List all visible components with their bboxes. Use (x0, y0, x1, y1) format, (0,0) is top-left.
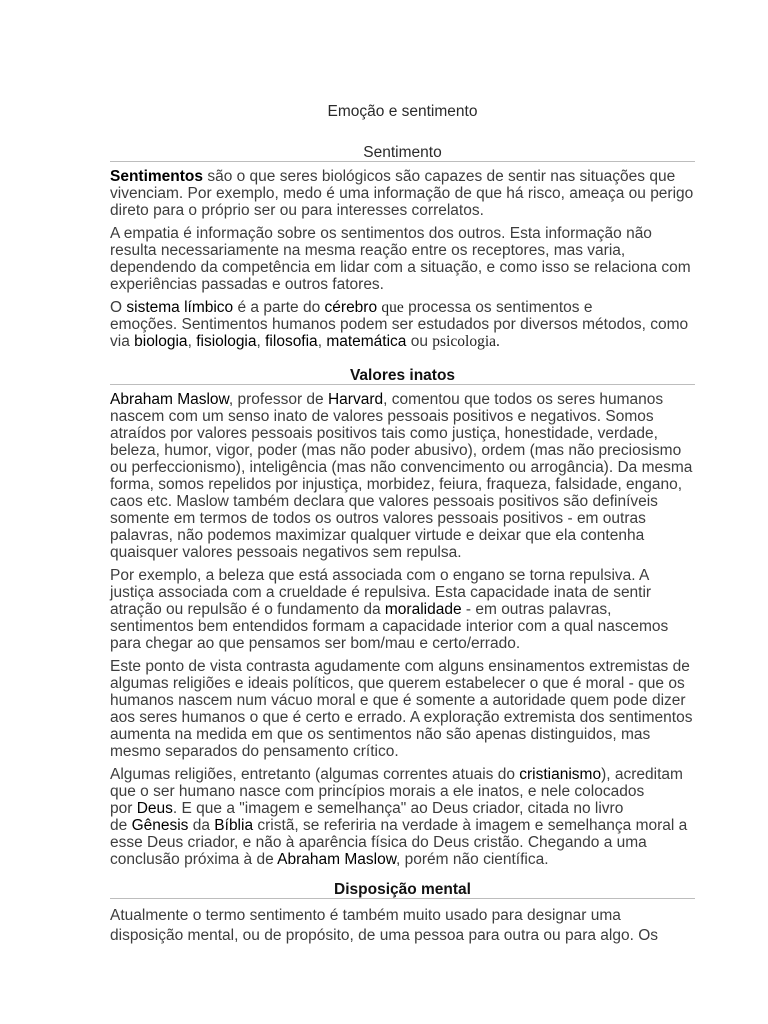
text-run: , (317, 332, 327, 350)
text-run: para chegar ao que pensamos ser bom/mau e certo/errado. (110, 634, 521, 652)
text-run: atração ou repulsão é o fundamento da (110, 600, 385, 618)
link-text: moralidade (384, 600, 462, 618)
text-run: somente em termos de todos os outros valores pessoais positivos - em outras (110, 509, 646, 527)
text-run: forma, somos repelidos por injustiça, morbidez, feiura, fraqueza, falsidade, engano, (110, 475, 683, 493)
paragraph (110, 168, 695, 219)
text-run: , comentou que todos os seres humanos (383, 390, 664, 408)
link-text: fisiologia (196, 332, 257, 350)
text-run: disposição mental, ou de propósito, de uma pessoa para outra ou para algo. Os (110, 927, 659, 944)
document-body (110, 103, 695, 947)
paragraph (110, 299, 695, 350)
section-heading: Disposição mental (110, 881, 695, 899)
section (110, 144, 695, 350)
document-title: Emoção e sentimento (327, 102, 478, 120)
link-text: biologia (134, 332, 188, 350)
text-line (110, 743, 695, 760)
text-run: beleza, humor, vigor, poder (mas não poder abusivo), ordem (mas não preciosismo (110, 441, 682, 459)
text-run: processa os sentimentos e (403, 298, 593, 316)
text-run: ), acreditam (601, 765, 683, 783)
text-run: atraídos por valores pessoais positivos tais como justiça, honestidade, verdade, (110, 424, 658, 442)
text-line (110, 675, 695, 692)
link-text: filosofia (265, 332, 318, 350)
text-run: são o que seres biológicos são capazes de sentir nas situações que (203, 167, 676, 185)
text-line (110, 493, 695, 510)
text-run: experiências passadas e outros fatores. (110, 275, 384, 293)
text-line (110, 726, 695, 743)
text-line (110, 459, 695, 476)
link-text: sistema límbico (126, 298, 234, 316)
text-run: Algumas religiões, entretanto (algumas correntes atuais do (110, 765, 520, 783)
text-line (110, 225, 695, 242)
text-run: justiça associada com a crueldade é repulsiva. Esta capacidade inata de sentir (110, 583, 652, 601)
text-line (110, 692, 695, 709)
paragraph (110, 906, 695, 946)
text-line (110, 333, 695, 350)
text-run: A empatia é informação sobre os sentimentos dos outros. Esta informação não (110, 224, 652, 242)
link-text: Abraham Maslow (277, 850, 397, 868)
text-line (110, 527, 695, 544)
text-run: é a parte do (233, 298, 325, 316)
text-run: cristã, se referiria na verdade à imagem e semelhança moral a (253, 816, 688, 834)
text-run: da (188, 816, 215, 834)
link-text: Deus (136, 799, 173, 817)
section-heading: Valores inatos (110, 367, 695, 385)
serif-text: que (381, 298, 404, 316)
text-line (110, 783, 695, 800)
paragraph (110, 766, 695, 868)
text-line (110, 442, 695, 459)
text-run: de (110, 816, 132, 834)
link-text: Abraham Maslow (110, 390, 229, 408)
text-line (110, 544, 695, 561)
text-line (110, 926, 695, 946)
section-heading: Sentimento (110, 144, 695, 162)
text-run: - em outras palavras, (461, 600, 612, 618)
text-run: direto para o próprio ser ou para interesses correlatos. (110, 201, 484, 219)
text-run: , (256, 332, 266, 350)
text-line (110, 766, 695, 783)
paragraph (110, 567, 695, 652)
text-line (110, 316, 695, 333)
text-run: , (187, 332, 197, 350)
text-run: Este ponto de vista contrasta agudamente com alguns ensinamentos extremistas de (110, 657, 690, 675)
text-line (110, 168, 695, 185)
text-line (110, 601, 695, 618)
text-line (110, 185, 695, 202)
link-text: matemática (326, 332, 407, 350)
text-line (110, 851, 695, 868)
text-line (110, 800, 695, 817)
link-text: Bíblia (214, 816, 254, 834)
text-line (110, 259, 695, 276)
text-run: sentimentos bem entendidos formam a capacidade interior com a qual nascemos (110, 617, 669, 635)
text-line (110, 906, 695, 926)
text-run: mesmo separados do pensamento crítico. (110, 742, 399, 760)
text-run: , professor de (228, 390, 328, 408)
text-run: esse Deus criador, e não à aparência física do Deus cristão. Chegando a uma (110, 833, 647, 851)
text-run: que o ser humano nasce com princípios morais a ele inatos, e nele colocados (110, 782, 645, 800)
text-line (110, 834, 695, 851)
section (110, 367, 695, 868)
link-text: Harvard (327, 390, 384, 408)
text-run: quaisquer valores pessoais negativos sem repulsa. (110, 543, 462, 561)
paragraph (110, 658, 695, 760)
text-line (110, 276, 695, 293)
text-run: via (110, 332, 135, 350)
text-run: algumas religiões e ideais políticos, que querem estabelecer o que é moral - que os (110, 674, 685, 692)
text-run: humanos nascem num vácuo moral e que é somente a autoridade quem pode dizer (110, 691, 686, 709)
text-line (110, 408, 695, 425)
text-line (110, 658, 695, 675)
text-run: dependendo da competência em lidar com a situação, e como isso se relaciona com (110, 258, 691, 276)
text-run: ou (406, 332, 433, 350)
text-line (110, 510, 695, 527)
text-run: , porém não científica. (396, 850, 549, 868)
text-line (110, 618, 695, 635)
text-run: emoções. Sentimentos humanos podem ser estudados por diversos métodos, como (110, 315, 689, 333)
text-run: resulta necessariamente na mesma reação entre os receptores, mas varia, (110, 241, 626, 259)
text-run: nascem com um senso inato de valores pessoais positivos e negativos. Somos (110, 407, 654, 425)
text-run: O (110, 298, 127, 316)
link-text: cérebro (324, 298, 378, 316)
bold-term: Sentimentos (110, 167, 204, 185)
text-run: Por exemplo, a beleza que está associada com o engano se torna repulsiva. A (110, 566, 650, 584)
section (110, 881, 695, 947)
text-line (110, 299, 695, 316)
text-run: ou perfeccionismo), inteligência (mas não convencimento ou arrogância). Da mesma (110, 458, 693, 476)
text-run: conclusão próxima à de (110, 850, 278, 868)
link-text: cristianismo (519, 765, 602, 783)
text-run: palavras, não podemos maximizar qualquer virtude e deixar que ela contenha (110, 526, 645, 544)
text-line (110, 635, 695, 652)
link-text: Gênesis (131, 816, 189, 834)
paragraph (110, 225, 695, 293)
text-run: vivenciam. Por exemplo, medo é uma informação de que há risco, ameaça ou perigo (110, 184, 694, 202)
text-line (110, 391, 695, 408)
text-run: por (110, 799, 137, 817)
text-line (110, 202, 695, 219)
text-line (110, 584, 695, 601)
text-line (110, 567, 695, 584)
text-run: aumenta na medida em que os sentimentos não são apenas distinguidos, mas (110, 725, 651, 743)
text-line (110, 242, 695, 259)
text-run: aos seres humanos o que é certo e errado. A exploração extremista dos sentimentos (110, 708, 693, 726)
text-line (110, 476, 695, 493)
text-line (110, 817, 695, 834)
text-run: Atualmente o termo sentimento é também muito usado para designar uma (110, 907, 621, 924)
serif-text: psicologia. (432, 332, 500, 350)
text-run: caos etc. Maslow também declara que valores pessoais positivos são definíveis (110, 492, 658, 510)
text-line (110, 425, 695, 442)
text-run: . E que a "imagem e semelhança" ao Deus criador, citada no livro (172, 799, 624, 817)
paragraph (110, 391, 695, 561)
text-line (110, 709, 695, 726)
